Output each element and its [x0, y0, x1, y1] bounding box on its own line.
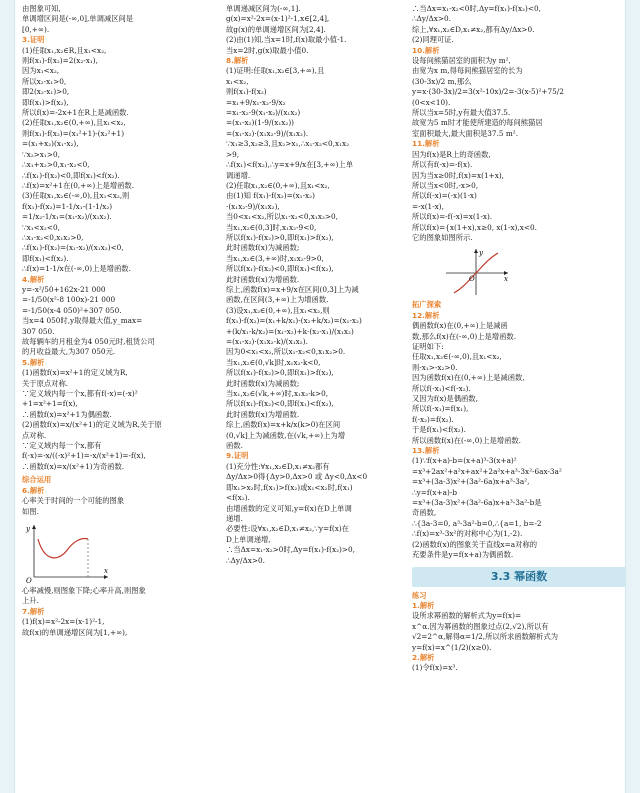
text-line: =x³+(3a-3)x²+(3a²-6a)x+a³-3a²,	[412, 477, 530, 487]
text-line: 则f(x₁)-f(x₂)=2(x₂-x₁),	[22, 56, 98, 66]
text-line: 此时函数f(x)为增函数.	[226, 409, 300, 419]
text-line: 故f(x)的单调递增区间为[1,+∞),	[22, 627, 128, 637]
text-line: 此时函数f(x)为增函数.	[226, 274, 300, 284]
text-line: ∴x₁-x₂<0,x₁x₂>0,	[22, 232, 84, 242]
q10-body	[412, 56, 626, 139]
q12-body	[412, 321, 626, 446]
text-line: 单调增区间是(-∞,0],单调减区间是	[22, 14, 134, 24]
q6-body	[22, 496, 214, 517]
text-line: y=-x²/50+162x-21 000	[22, 284, 106, 294]
q6-after	[22, 586, 214, 607]
graph2-origin-label: O	[469, 275, 475, 284]
text-line: =x³+2ax²+a²x+ax²+2a²x+a³-3x²-6ax-3a²	[412, 466, 562, 476]
text-line: f(-x)=-x/((-x)²+1)=-x/(x²+1)=-f(x),	[22, 451, 146, 461]
q13-heading	[412, 446, 626, 456]
text-line: 综上,∀x₁,x₂∈D,x₁≠x₂,都有Δy/Δx>0.	[412, 24, 535, 34]
q11-heading	[412, 139, 626, 149]
text-line: 调递增.	[226, 170, 251, 180]
text-line: ∵x₁≥3,x₂≥3,且x₂>x₁,∴x₁-x₂<0,x₁x₂	[226, 139, 350, 149]
text-line: 即x₁>x₂时,f(x₁)>f(x₂)或x₁<x₂时,f(x₁)	[226, 482, 353, 492]
text-line: ∴函数f(x)=x²+1为偶函数.	[22, 409, 112, 419]
col3-intro	[412, 4, 626, 46]
text-line: 此时函数f(x)为减函数;	[226, 243, 300, 253]
text-line: 当x₁,x₂∈(0,√k]时,x₁x₂-k<0,	[226, 357, 321, 367]
text-line: 即2(x₂-x₁)>0,	[22, 87, 70, 97]
q5-label: 5.解析	[22, 357, 45, 367]
heart-rate-graph	[22, 521, 112, 583]
text-line: (0<x<10).	[412, 97, 451, 107]
column-2	[226, 4, 404, 566]
text-line: 因为f(x)是R上的奇函数,	[412, 149, 491, 159]
q3-heading	[22, 35, 214, 45]
text-line: 心率关于时间的一个可能的图象	[22, 496, 125, 506]
text-line: 所以f(x₁)-f(x₂)<0,即f(x₁)<f(x₂),	[226, 264, 334, 274]
text-line: 充要条件是y=f(x+a)为偶函数.	[412, 550, 514, 560]
q8-heading	[226, 56, 404, 66]
column-3	[412, 4, 626, 674]
q4-heading	[22, 275, 214, 285]
text-line: D上单调递增,	[226, 534, 271, 544]
q4-label: 4.解析	[22, 274, 45, 284]
text-line: 所以有f(-x)=-f(x).	[412, 160, 473, 170]
graph1-y-label: y	[26, 524, 30, 533]
q10-heading	[412, 46, 626, 56]
col1-intro	[22, 4, 214, 35]
text-line: 必要性:设∀x₁,x₂∈D,x₁≠x₂,∵y=f(x)在	[226, 524, 349, 534]
text-line: 它的图象如图所示.	[412, 232, 473, 242]
text-line: 当x₁,x₂∈(√k,+∞)时,x₁x₂-k>0,	[226, 389, 329, 399]
text-line: =x³+(3a-3)x²+(3a²-6a)x+a³-3a²-b是	[412, 498, 542, 508]
text-line: ∴x₁+x₂>0,x₁-x₂<0,	[22, 160, 90, 170]
text-line: 因为函数f(x)在(0,+∞)上是减函数,	[412, 373, 525, 383]
text-line: >9,	[226, 149, 240, 159]
text-line: 由增函数的定义可知,y=f(x)在D上单调	[226, 503, 352, 513]
text-line: +1=x²+1=f(x),	[22, 399, 78, 409]
q10-label: 10.解析	[412, 45, 440, 55]
text-line: ∴f(x₁)-f(x₂)<0,即f(x₁)<f(x₂).	[22, 170, 120, 180]
text-line: ∴Δy/Δx>0.	[226, 555, 265, 565]
text-line: 所以f(x)={x(1+x),x≥0, x(1-x),x<0.	[412, 222, 537, 232]
text-line: 当x=2时,g(x)取最小值0.	[226, 45, 309, 55]
graph2-x-label: x	[504, 275, 508, 284]
text-line: 函数,在区间(3,+∞)上为增函数.	[226, 295, 329, 305]
text-line: =1/x₂-1/x₁=(x₁-x₂)/(x₁x₂).	[22, 212, 112, 222]
text-line: (1)∵f(x+a)-b=(x+a)³-3(x+a)²	[412, 456, 517, 466]
text-line: 当x₁,x₂∈(3,+∞)时,x₁x₂-9>0,	[226, 253, 324, 263]
text-line: ∴f(x)=x³-3x²的对称中心为(1,-2).	[412, 529, 523, 539]
q13-label: 13.解析	[412, 446, 440, 456]
text-line: 所以f(x₁)-f(x₂)>0,即f(x₁)>f(x₂),	[226, 232, 334, 242]
text-line: 关于原点对称.	[22, 378, 69, 388]
q5-body	[22, 368, 214, 472]
q6-label: 6.解析	[22, 485, 45, 495]
text-line: 函数.	[226, 441, 243, 451]
q13-body	[412, 456, 626, 560]
text-line: 设每间熊猫居室的面积为y m²,	[412, 56, 511, 66]
text-line: 所以f(-x₁)=f(x₁),	[412, 404, 469, 414]
text-line: ·(x₁x₂-9)/(x₁x₂),	[226, 201, 280, 211]
q7-body	[22, 617, 214, 638]
text-line: 综上,函数f(x)=x+9/x在区间(0,3]上为减	[226, 284, 359, 294]
text-line: 故g(x)的单调递增区间为[2,4].	[226, 24, 326, 34]
text-line: ∵定义域内每一个x,都有f(-x)=(-x)²	[22, 389, 138, 399]
text-line: ∴当Δx=x₁-x₂>0时,Δy=f(x₁)-f(x₂)>0,	[226, 545, 355, 555]
text-line: 所以f(x₁)-f(x₂)>0,即f(x₁)>f(x₂),	[226, 368, 334, 378]
text-line: 所以f(x₁)-f(x₂)<0,即f(x₁)<f(x₂),	[226, 399, 334, 409]
text-line: (2)任取x₁,x₂∈(0,+∞),且x₁<x₂,	[226, 180, 330, 190]
text-line: (1)证明:任取x₁,x₂∈[3,+∞),且	[226, 66, 325, 76]
q12-heading	[412, 311, 626, 321]
text-line: 奇函数,	[412, 508, 437, 518]
text-line: ∴f(x₁)-f(x₂)=(x₁-x₂)/(x₁x₂)<0,	[22, 243, 124, 253]
text-line: <f(x₂).	[226, 493, 250, 503]
q3-body	[22, 46, 214, 275]
text-line: 证明如下:	[412, 341, 444, 351]
text-line: 则f(x₁)-f(x₂)=(x₁²+1)-(x₂²+1)	[22, 128, 125, 138]
text-line: +(k/x₁-k/x₂)=(x₁-x₂)+k·(x₂-x₁)/(x₁x₂)	[226, 326, 354, 336]
q4-body	[22, 285, 214, 358]
text-line: Δy/Δx>0得{Δy>0,Δx>0 或 Δy<0,Δx<0	[226, 472, 368, 482]
q8-body	[226, 66, 404, 451]
text-line: 所以f(-x₁)<f(-x₂).	[412, 383, 471, 393]
text-line: 故每辆车的月租金为4 050元时,租赁公司	[22, 337, 155, 346]
text-line: (1)令f(x)=x³.	[412, 663, 458, 673]
p2-heading	[412, 653, 626, 663]
q11-body	[412, 150, 626, 244]
text-line: (2)函数f(x)的图象关于直线x=a对称的	[412, 539, 537, 549]
text-line: =(x₁-x₂)·(x₁x₂-9)/(x₁x₂).	[226, 128, 309, 138]
text-line: [0,+∞).	[22, 24, 50, 34]
text-line: =-x(1-x),	[412, 201, 444, 211]
text-line: =(x₁+x₂)(x₁-x₂),	[22, 139, 79, 149]
text-line: (1)任取x₁,x₂∈R,且x₁<x₂,	[22, 45, 107, 55]
text-line: 因为0<x₁<x₂,所以x₁-x₂<0,x₁x₂>0.	[226, 347, 346, 357]
text-line: ∵定义域内每一个x,都有	[22, 441, 102, 451]
text-line: f(x₁)-f(x₂)=1-1/x₁-(1-1/x₂)	[22, 201, 113, 211]
text-line: (1)f(x)=x²-2x=(x-1)²-1,	[22, 617, 105, 627]
text-line: 偶函数f(x)在(0,+∞)上是减函	[412, 321, 508, 331]
text-line: 所以x₂-x₁>0,	[22, 76, 67, 86]
q12-label: 12.解析	[412, 310, 440, 320]
text-line: f(x₁)-f(x₂)=(x₁+k/x₁)-(x₂+k/x₂)=(x₁-x₂)	[226, 316, 362, 326]
text-line: 由宽为x m,得每间熊猫居室的长为	[412, 66, 523, 76]
text-line: (3)任取x₁,x₂∈(-∞,0),且x₁<x₂,则	[22, 191, 130, 201]
text-line: 的月收益最大,为307 050元.	[22, 347, 116, 357]
text-line: =x₁-x₂-9(x₁-x₂)/(x₁x₂)	[226, 108, 301, 118]
section-apply-title: 综合运用	[22, 475, 52, 485]
chapter-heading: 3.3 幂函数	[412, 567, 626, 587]
text-line: 所以f(x)=-f(-x)=x(1-x).	[412, 212, 493, 222]
text-line: 所以当x=5时,y有最大值37.5.	[412, 108, 511, 118]
right-margin-strip	[625, 0, 640, 793]
text-line: 所以当x<0时,-x>0,	[412, 180, 479, 190]
column-1	[22, 4, 214, 638]
text-line: y=x·(30-3x)/2=3(x²-10x)/2=-3(x-5)²+75/2	[412, 87, 564, 97]
text-line: 此时函数f(x)为减函数;	[226, 378, 300, 388]
text-line: x^α.因为幂函数的图象过点(2,√2),所以有	[412, 621, 549, 631]
text-line: 故宽为5 m时才能使所建造的每间熊猫居	[412, 118, 543, 128]
left-margin-strip	[0, 0, 15, 793]
text-line: 递增.	[226, 513, 243, 523]
text-line: 307 050.	[22, 326, 55, 336]
q9-body	[226, 462, 404, 566]
text-line: 因为当x≥0时,f(x)=x(1+x),	[412, 170, 505, 180]
q11-label: 11.解析	[412, 139, 440, 149]
text-line: (2)任取x₁,x₂∈(0,+∞),且x₁<x₂,	[22, 118, 126, 128]
text-line: ∴Δy/Δx>0.	[412, 14, 451, 24]
text-line: 室面积最大,最大面积是37.5 m².	[412, 128, 519, 138]
text-line: 综上,函数f(x)=x+k/x(k>0)在区间	[226, 420, 341, 430]
text-line: 所以函数f(x)在(-∞,0)上是增函数.	[412, 435, 521, 445]
text-line: 心率减慢,则图象下降;心率升高,则图象	[22, 585, 146, 595]
text-line: ∴当Δx=x₁-x₂<0时,Δy=f(x₁)-f(x₂)<0,	[412, 4, 541, 13]
q9-label: 9.证明	[226, 451, 249, 461]
text-line: =(x₁-x₂)·(x₁x₂-k)/(x₁x₂).	[226, 337, 308, 346]
text-line: 当x₁,x₂∈(0,3]时,x₁x₂-9<0,	[226, 222, 317, 232]
text-line: f(-x₂)=f(x₂).	[412, 414, 454, 424]
q9-heading	[226, 451, 404, 461]
text-line: ∴f(x)=x²+1在(0,+∞)上是增函数.	[22, 180, 135, 190]
text-line: ∴f(x₁)<f(x₂),∴y=x+9/x在[3,+∞)上单	[226, 160, 354, 170]
text-line: (1)充分性:∀x₁,x₂∈D,x₁≠x₂都有	[226, 461, 330, 471]
graph1-x-label: x	[104, 566, 108, 575]
text-line: (2)函数f(x)=x/(x²+1)的定义域为R,关于原	[22, 420, 162, 430]
text-line: (3)设x₁,x₂∈(0,+∞),且x₁<x₂,则	[226, 305, 330, 315]
text-line: 所以f(x)=-2x+1在R上是减函数.	[22, 108, 129, 118]
text-line: 当0<x₁<x₂,所以x₁-x₂<0,x₁x₂>0,	[226, 212, 338, 222]
p2-label: 2.解析	[412, 652, 435, 662]
p1-label: 1.解析	[412, 600, 435, 610]
text-line: ∴f(x)=1-1/x在(-∞,0)上是增函数.	[22, 264, 131, 274]
text-line: 如图.	[22, 506, 39, 516]
q8-label: 8.解析	[226, 56, 249, 66]
p1-body	[412, 611, 626, 653]
text-line: y=f(x)=x^(1/2)(x≥0).	[412, 642, 492, 652]
text-line: x₁<x₂,	[226, 76, 249, 86]
text-line: (30-3x)/2 m,那么	[412, 76, 472, 86]
text-line: 由图象可知,	[22, 4, 61, 13]
text-line: 点对称.	[22, 430, 47, 440]
text-line: ∴y=f(x+a)-b	[412, 487, 457, 497]
text-line: 设所求幂函数的解析式为y=f(x)=	[412, 611, 522, 621]
p1-heading	[412, 601, 626, 611]
text-line: 所以f(-x)=(-x)(1-x)	[412, 191, 477, 201]
graph2-y-label: y	[479, 249, 483, 258]
text-line: (2)由(1)知,当x=1时,f(x)取最小值-1.	[226, 35, 347, 45]
text-line: =-1/50(x²-8 100x)-21 000	[22, 295, 116, 305]
text-line: 当x=4 050时,y取得最大值,y_max=	[22, 316, 143, 326]
q6-heading	[22, 486, 214, 496]
q7-heading	[22, 607, 214, 617]
text-line: 数,那么f(x)在(-∞,0)上是增函数.	[412, 331, 517, 341]
text-line: ∴函数f(x)=x/(x²+1)为奇函数.	[22, 461, 125, 471]
text-line: 任取x₁,x₂∈(-∞,0),且x₁<x₂,	[412, 352, 502, 362]
text-line: 则f(x₁)-f(x₂)	[226, 87, 267, 97]
q3-label: 3.证明	[22, 35, 45, 45]
text-line: 因为x₁<x₂,	[22, 66, 60, 76]
q7-label: 7.解析	[22, 606, 45, 616]
text-line: ∵x₂>x₁>0,	[22, 149, 60, 159]
text-line: 于是f(x₁)<f(x₂).	[412, 425, 466, 435]
p2-body	[412, 663, 626, 673]
text-line: 由(1)知 f(x₁)-f(x₂)=(x₁-x₂)	[226, 191, 315, 201]
text-line: (1)函数f(x)=x²+1的定义域为R,	[22, 368, 128, 378]
q5-heading	[22, 358, 214, 368]
text-line: 即f(x₁)<f(x₂).	[22, 253, 69, 263]
text-line: ∵x₁<x₂<0,	[22, 222, 60, 232]
section-expand-title: 拓广探索	[412, 300, 442, 310]
text-line: g(x)=x²-2x=(x-1)²-1,x∈[2,4],	[226, 14, 330, 24]
col2-intro	[226, 4, 404, 56]
text-line: 上升.	[22, 596, 39, 606]
practice-title: 练习	[412, 590, 427, 600]
text-line: 即f(x₁)>f(x₂),	[22, 97, 69, 107]
text-line: 单调递减区间为(-∞,1].	[226, 4, 301, 13]
text-line: 又因为f(x)是偶函数,	[412, 394, 478, 403]
text-line: ∴{3a-3=0, a³-3a²-b=0,∴{a=1, b=-2	[412, 518, 542, 528]
text-line: (0,√k]上为减函数,在(√k,+∞)上为增	[226, 430, 345, 440]
odd-function-graph	[442, 247, 512, 297]
text-line: 则-x₁>-x₂>0.	[412, 362, 458, 372]
text-line: (2)同理可证.	[412, 35, 454, 45]
text-line: =(x₁-x₂)(1-9/(x₁x₂))	[226, 118, 295, 128]
text-line: =x₁+9/x₁-x₂-9/x₂	[226, 97, 286, 107]
graph1-origin-label: O	[26, 576, 32, 583]
text-line: =-1/50(x-4 050)²+307 050.	[22, 305, 122, 315]
text-line: √2=2^α,解得α=1/2,所以所求函数解析式为	[412, 632, 559, 642]
